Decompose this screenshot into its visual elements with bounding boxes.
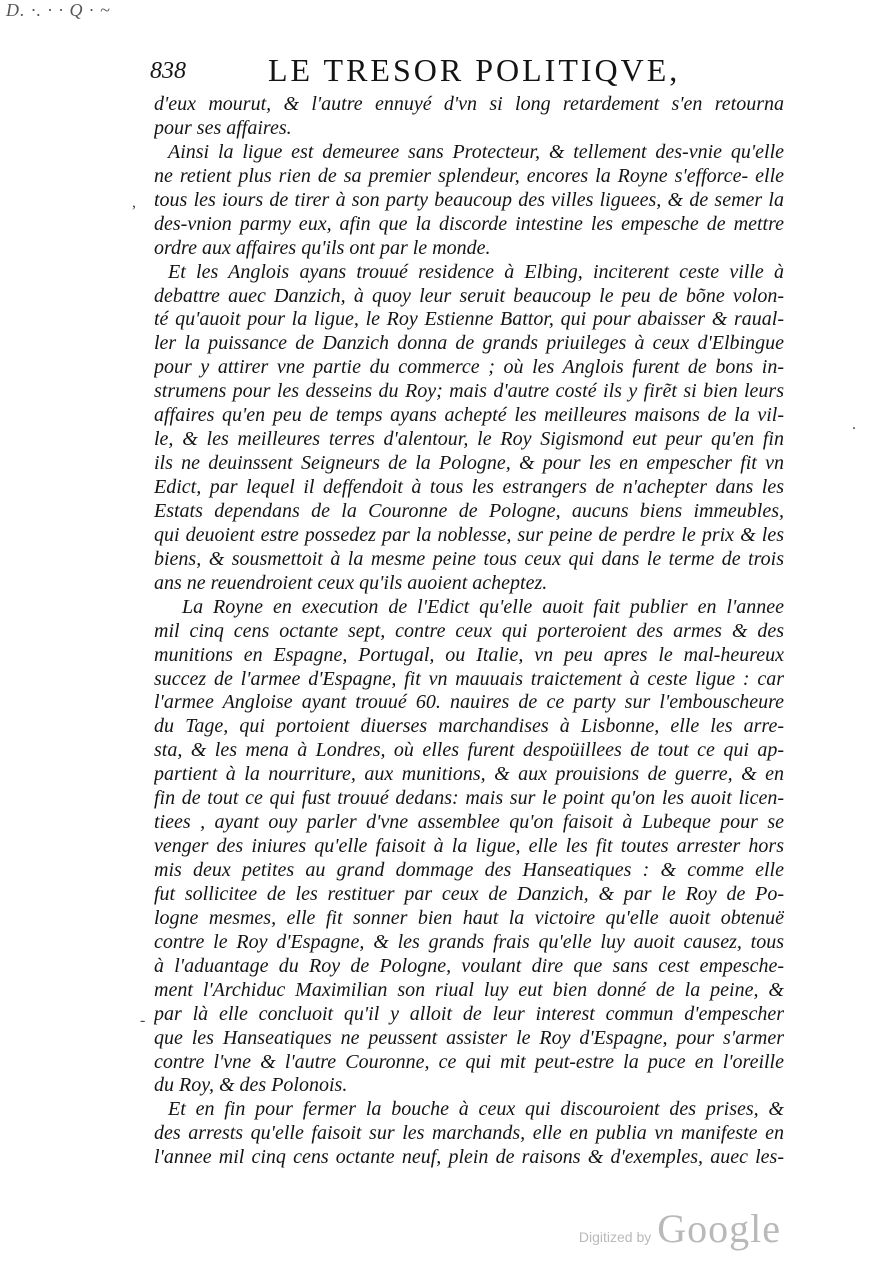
- text-line: affaires qu'en peu de temps ayans achepté les meilleures maisons de la vil-: [154, 404, 784, 427]
- text-line: tous les iours de tirer à son party beaucoup des villes liguees, & de semer la: [154, 188, 784, 211]
- text-line: qui deuoient estre possedez par la noblesse, sur peine de perdre le prix & les: [154, 523, 784, 546]
- watermark-prefix: Digitized by: [578, 1229, 652, 1245]
- margin-mark: .: [852, 416, 856, 433]
- body-text: [154, 93, 784, 1170]
- text-line: ne retient plus rien de sa premier splendeur, encores la Royne s'efforce- elle: [154, 164, 784, 187]
- text-line: Estats dependans de la Couronne de Pologne, aucuns biens immeubles,: [154, 499, 784, 522]
- running-title: LE TRESOR POLITIQVE,: [268, 52, 681, 88]
- text-line: fin de tout ce qui fust trouué dedans: mais sur le point qu'on les auoit licen-: [154, 787, 784, 810]
- text-line: mil cinq cens octante sept, contre ceux qui porteroient des armes & des: [154, 619, 784, 642]
- page-number: 838: [150, 58, 186, 84]
- text-line: venger des iniures qu'elle faisoit à la ligue, elle les fit toutes arrester hors: [154, 835, 784, 858]
- margin-mark: ,: [132, 194, 136, 211]
- text-line: des arrests qu'elle faisoit sur les marchands, elle en publia vn manifeste en: [154, 1122, 784, 1145]
- text-line: La Royne en execution de l'Edict qu'elle auoit fait publier en l'annee: [182, 595, 784, 618]
- text-line: sta, & les mena à Londres, où elles furent despoüillees de tout ce qui ap-: [154, 739, 784, 762]
- text-line: du Roy, & des Polonois.: [154, 1074, 348, 1097]
- text-line: ils ne deuinssent Seigneurs de la Pologne, & pour les en empescher fit vn: [154, 452, 784, 475]
- text-line: contre le Roy d'Espagne, & les grands frais qu'elle luy auoit causez, tous: [154, 930, 784, 953]
- text-line: ordre aux affaires qu'ils ont par le monde.: [154, 236, 491, 259]
- text-line: strumens pour les desseins du Roy; mais d'autre costé ils y firẽt si bien leurs: [154, 380, 784, 403]
- text-line: succez de l'armee d'Espagne, fit vn mauuais traictement à ceste ligue : car: [154, 667, 784, 690]
- text-line: l'annee mil cinq cens octante neuf, plein de raisons & d'exemples, auec les-: [154, 1146, 784, 1169]
- text-line: fut sollicitee de les restituer par ceux de Danzich, & par le Roy de Po-: [154, 882, 784, 905]
- text-line: à l'aduantage du Roy de Pologne, voulant dire que sans cest empesche-: [154, 954, 784, 977]
- text-line: Et en fin pour fermer la bouche à ceux qui discouroient des prises, &: [168, 1098, 784, 1121]
- text-line: contre l'vne & l'autre Couronne, ce qui mit peut-estre la puce en l'oreille: [154, 1050, 784, 1073]
- text-line: pour ses affaires.: [154, 116, 292, 139]
- google-logo: Google: [657, 1206, 781, 1251]
- text-line: l'armee Angloise ayant trouué 60. nauires de ce party sur l'embouscheure: [154, 691, 784, 714]
- text-line: ment l'Archiduc Maximilian son riual luy eut bien donné de la peine, &: [154, 978, 784, 1001]
- text-line: tiees , ayant ouy parler d'vne assemblee qu'on faisoit à Lubeque pour se: [154, 811, 784, 834]
- text-line: biens, & sousmettoit à la mesme peine tous ceux qui dans le terme de trois: [154, 547, 784, 570]
- text-line: ler la puissance de Danzich donna de grands priuileges à ceux d'Elbingue: [154, 332, 784, 355]
- text-line: munitions en Espagne, Portugal, ou Italie, vn peu apres le mal-heureux: [154, 643, 784, 666]
- text-line: que les Hanseatiques ne peussent assister le Roy d'Espagne, pour s'armer: [154, 1026, 784, 1049]
- text-line: le, & les meilleures terres d'alentour, le Roy Sigismond eut peur qu'en fin: [154, 428, 784, 451]
- text-line: pour y attirer vne partie du commerce ; où les Anglois furent de bons in-: [154, 356, 784, 379]
- top-edge-mark: D. ·. · · Q · ~: [6, 0, 111, 20]
- page-header: [150, 52, 681, 92]
- margin-mark: -: [140, 1012, 146, 1029]
- text-line: du Tage, qui portoient diuerses marchandises à Lisbonne, elle les arre-: [154, 715, 784, 738]
- text-line: Edict, par lequel il deffendoit à tous les estrangers de n'achepter dans les: [154, 476, 784, 498]
- text-line: des-vnion parmy eux, afin que la discorde intestine les empesche de mettre: [154, 212, 784, 235]
- text-line: debattre auec Danzich, à quoy leur seruit beaucoup le peu de bõne volon-: [154, 284, 784, 307]
- text-line: logne mesmes, elle fit sonner bien haut la victoire qu'elle auoit obtenuë: [154, 906, 784, 929]
- text-line: mis deux petites au grand dommage des Hanseatiques : & comme elle: [154, 859, 784, 881]
- text-line: par là elle concluoit qu'il y alloit de leur interest commun d'empescher: [154, 1002, 784, 1025]
- text-line: partient à la nourriture, aux munitions, & aux prouisions de guerre, & en: [154, 763, 784, 786]
- text-line: d'eux mourut, & l'autre ennuyé d'vn si long retardement s'en retourna: [154, 93, 784, 115]
- text-line: Et les Anglois ayans trouué residence à Elbing, inciterent ceste ville à: [168, 260, 784, 283]
- text-line: té qu'auoit pour la ligue, le Roy Estienne Battor, qui pour abaisser & raual-: [154, 308, 784, 331]
- text-line: Ainsi la ligue est demeuree sans Protecteur, & tellement des-vnie qu'elle: [168, 140, 784, 163]
- text-line: ans ne reuendroient ceux qu'ils auoient acheptez.: [154, 571, 548, 594]
- google-watermark: [579, 1205, 781, 1252]
